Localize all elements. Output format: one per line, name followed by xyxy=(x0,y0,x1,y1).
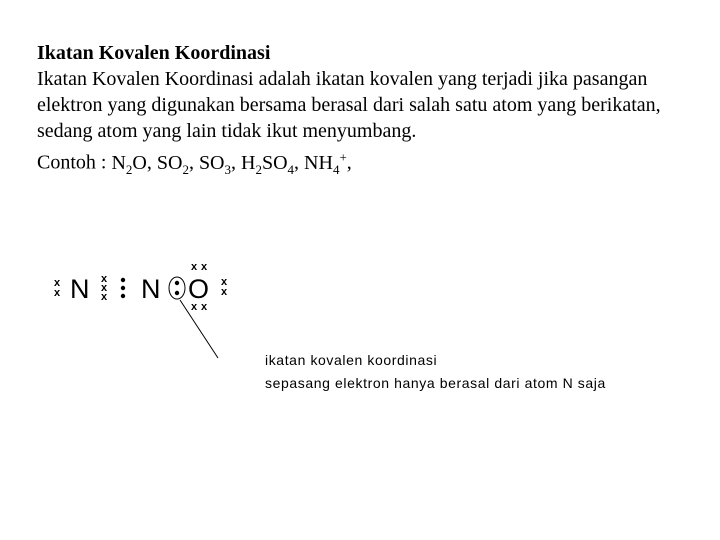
formula-part: H xyxy=(241,151,256,174)
electron-mark: x xyxy=(201,301,208,313)
formula-separator: , xyxy=(294,151,305,174)
content-text xyxy=(37,40,697,183)
formula-part: 2 xyxy=(125,161,133,177)
formula-part: SO xyxy=(261,151,288,174)
electron-mark: x xyxy=(201,261,208,273)
formula xyxy=(111,151,147,177)
formula-part: N xyxy=(111,151,126,174)
formula-separator: , xyxy=(231,151,242,174)
electron-dot xyxy=(121,294,125,298)
electron-dot xyxy=(175,281,179,285)
formula-part: 3 xyxy=(224,161,232,177)
electron-dot xyxy=(175,291,179,295)
example-line xyxy=(37,144,697,183)
electron-mark: x xyxy=(101,273,108,285)
electron-mark: x xyxy=(191,301,198,313)
formula-separator: , xyxy=(346,151,352,174)
formula-part: SO xyxy=(198,151,225,174)
formula-part: NH xyxy=(304,151,333,174)
atom-n2: N xyxy=(141,274,161,304)
electron-mark: x xyxy=(221,286,228,298)
heading: Ikatan Kovalen Koordinasi xyxy=(37,42,271,64)
electron-dot xyxy=(121,278,125,282)
formula-separator: , xyxy=(188,151,199,174)
formula-separator: , xyxy=(146,151,157,174)
formula-part: 2 xyxy=(182,161,189,177)
formula xyxy=(156,151,189,177)
formula-part: SO xyxy=(156,151,183,174)
formula xyxy=(241,151,295,177)
formula-part: + xyxy=(339,149,347,164)
electron-mark: x xyxy=(101,282,108,294)
formula xyxy=(198,151,232,177)
formula-part: 2 xyxy=(255,161,262,177)
coordinate-bond-circle xyxy=(169,277,185,299)
annotation-line-2: sepasang elektron hanya berasal dari atom N saja xyxy=(265,375,606,391)
electron-mark: x xyxy=(54,277,61,289)
electron-mark: x xyxy=(221,276,228,288)
paragraph: Ikatan Kovalen Koordinasi adalah ikatan kovalen yang terjadi jika pasangan elektron yang digunakan bersama berasal dari salah satu atom yang berikatan, sedang atom yang lain tidak ikut menyumbang. xyxy=(37,68,661,142)
atom-n1: N xyxy=(70,274,90,304)
electron-mark: x xyxy=(101,291,108,303)
electron-mark: x xyxy=(54,287,61,299)
atom-o: O xyxy=(188,274,210,304)
example-prefix: Contoh : xyxy=(37,151,112,174)
formula-part: O xyxy=(132,151,147,174)
pointer-line xyxy=(180,300,218,358)
electron-mark: x xyxy=(191,261,198,273)
formula-part: 4 xyxy=(287,161,295,177)
electron-dot xyxy=(121,286,125,290)
formula-part: 4 xyxy=(332,161,340,177)
example-formulas xyxy=(111,149,352,177)
formula xyxy=(304,149,347,177)
annotation-line-1: ikatan kovalen koordinasi xyxy=(265,352,438,368)
